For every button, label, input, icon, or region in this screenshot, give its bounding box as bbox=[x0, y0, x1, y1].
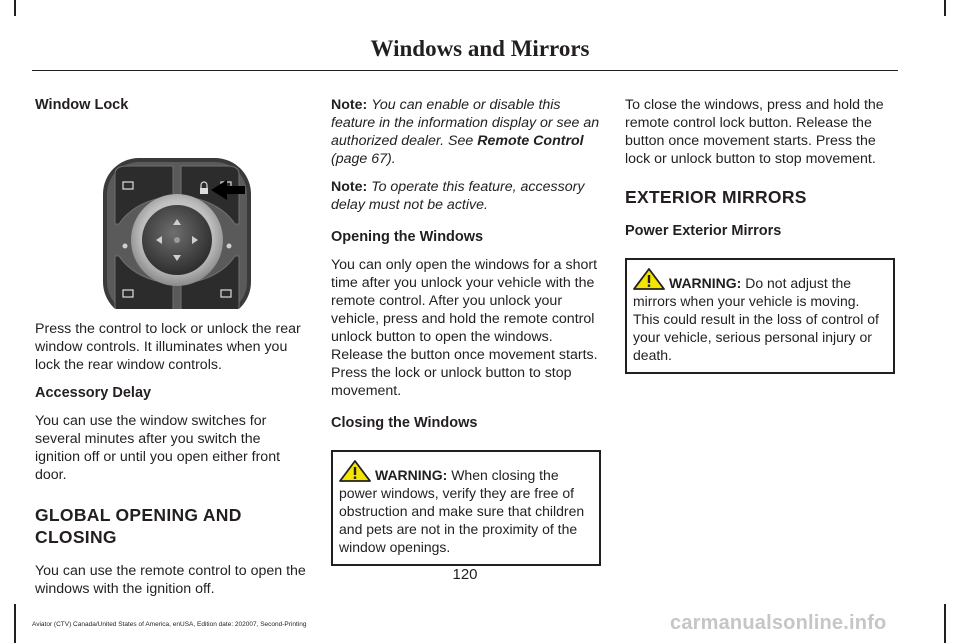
warning-label: WARNING: bbox=[375, 467, 448, 483]
door-switch-panel-illustration bbox=[35, 124, 307, 309]
footer-edition: Aviator (CTV) Canada/United States of America, enUSA, Edition date: 202007, Second-Printing bbox=[32, 621, 307, 628]
close-windows-body: To close the windows, press and hold the remote control lock button. Release the button once movement starts. Press the lock or unlock button to stop movement. bbox=[625, 97, 884, 167]
crop-mark-top-right bbox=[944, 0, 946, 16]
warning-text: Do not adjust the mirrors when your vehicle is moving. This could result in the loss of control of your vehicle, serious personal injury or death. bbox=[633, 275, 879, 363]
global-opening-body: You can use the remote control to open the windows with the ignition off. bbox=[35, 563, 306, 597]
crop-mark-top-left bbox=[14, 0, 16, 16]
page-reference: (page 67). bbox=[331, 151, 396, 167]
power-mirrors-heading: Power Exterior Mirrors bbox=[625, 223, 782, 239]
opening-windows-heading: Opening the Windows bbox=[331, 229, 484, 245]
warning-text: When closing the power windows, verify they are free of obstruction and make sure that children and pets are not in the proximity of the window openings. bbox=[339, 467, 585, 555]
accessory-delay-body: You can use the window switches for several minutes after you switch the ignition off or until you open either front door. bbox=[35, 413, 281, 483]
note-text: You can enable or disable this feature in the information display or see an authorized dealer. See bbox=[331, 97, 600, 149]
warning-box-closing bbox=[331, 450, 601, 566]
window-lock-heading: Window Lock bbox=[35, 97, 129, 113]
note-accessory-delay bbox=[331, 178, 601, 214]
global-opening-heading: GLOBAL OPENING AND CLOSING bbox=[35, 505, 242, 547]
warning-triangle-icon bbox=[339, 460, 371, 482]
opening-windows-body: You can only open the windows for a short time after you unlock your vehicle with the remote control. After you unlock your vehicle, press and hold the remote control unlock button to open the windows. Release the button once movement starts. Press the lock or unlock button to stop movement. bbox=[331, 257, 598, 399]
closing-windows-heading: Closing the Windows bbox=[331, 415, 478, 431]
note-text: To operate this feature, accessory delay must not be active. bbox=[331, 179, 585, 213]
header-rule bbox=[32, 70, 898, 71]
window-lock-body: Press the control to lock or unlock the rear window controls. It illuminates when you lock the rear window controls. bbox=[35, 321, 301, 373]
warning-label: WARNING: bbox=[669, 275, 742, 291]
note-label: Note: bbox=[331, 179, 368, 195]
window-switch-figure bbox=[35, 124, 307, 309]
watermark: carmanualsonline.info bbox=[670, 612, 887, 634]
warning-triangle-icon bbox=[633, 268, 665, 290]
column-2 bbox=[331, 96, 601, 566]
accessory-delay-heading: Accessory Delay bbox=[35, 385, 152, 401]
note-label: Note: bbox=[331, 97, 368, 113]
exterior-mirrors-heading: EXTERIOR MIRRORS bbox=[625, 187, 807, 207]
remote-control-link[interactable]: Remote Control bbox=[477, 133, 584, 149]
crop-mark-bottom-left bbox=[14, 604, 16, 643]
page-title: Windows and Mirrors bbox=[370, 36, 590, 61]
warning-box-mirrors bbox=[625, 258, 895, 374]
crop-mark-bottom-right bbox=[944, 604, 946, 643]
note-remote-control bbox=[331, 96, 601, 168]
column-3 bbox=[625, 96, 895, 374]
column-1 bbox=[35, 96, 307, 608]
page-number: 120 bbox=[452, 566, 478, 583]
